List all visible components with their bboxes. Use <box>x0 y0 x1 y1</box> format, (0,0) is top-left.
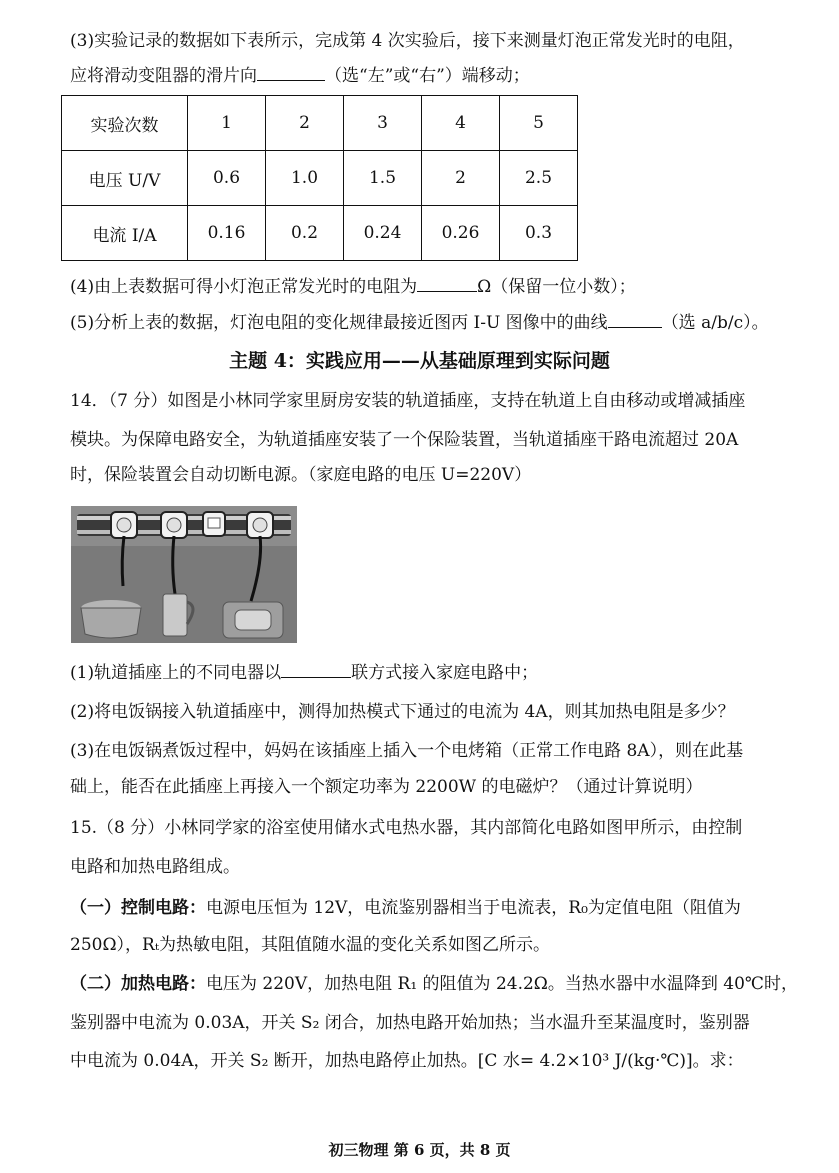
table-cell: 0.26 <box>422 206 500 261</box>
q14-sub1 <box>70 662 538 684</box>
table-cell: 2.5 <box>500 151 578 206</box>
q15-heating-line2: 鉴别器中电流为 0.03A，开关 S₂ 闭合，加热电路开始加热；当水温升至某温度时，鉴别器 <box>70 1013 750 1033</box>
q14-sub3-line1: (3)在电饭锅煮饭过程中，妈妈在该插座上插入一个电烤箱（正常工作电路 8A），则在此基 <box>70 741 744 761</box>
table-cell: 1.5 <box>344 151 422 206</box>
table-cell: 0.3 <box>500 206 578 261</box>
experiment-data-table <box>61 95 578 261</box>
row-header-current: 电流 I/A <box>62 206 188 261</box>
q15-control-line2: 250Ω），Rₜ为热敏电阻，其阻值随水温的变化关系如图乙所示。 <box>70 935 551 955</box>
table-cell: 0.6 <box>188 151 266 206</box>
q14-line2: 模块。为保障电路安全，为轨道插座安装了一个保险装置，当轨道插座干路电流超过 20A <box>70 430 739 450</box>
row-header-trial: 实验次数 <box>62 96 188 151</box>
q13-part3-text-b: （选“左”或“右”）端移动； <box>325 66 530 86</box>
q13-part5 <box>70 312 769 334</box>
table-cell: 2 <box>266 96 344 151</box>
q14-line3: 时，保险装置会自动切断电源。（家庭电路的电压 U=220V） <box>70 465 532 485</box>
q13-part3-line1: (3)实验记录的数据如下表所示，完成第 4 次实验后，接下来测量灯泡正常发光时的电阻， <box>70 31 745 51</box>
q15-control-line1 <box>70 897 741 919</box>
q15-line1: 15.（8 分）小林同学家的浴室使用储水式电热水器，其内部简化电路如图甲所示，由控制 <box>70 818 743 838</box>
table-cell: 0.24 <box>344 206 422 261</box>
q14-sub3-line2: 础上，能否在此插座上再接入一个额定功率为 2200W 的电磁炉？（通过计算说明） <box>70 777 703 797</box>
table-row <box>62 96 578 151</box>
table-cell: 0.2 <box>266 206 344 261</box>
answer-blank[interactable] <box>417 277 477 292</box>
answer-blank[interactable] <box>257 66 325 81</box>
table-cell: 1.0 <box>266 151 344 206</box>
table-cell: 5 <box>500 96 578 151</box>
heating-circuit-text: 电压为 220V，加热电阻 R₁ 的阻值为 24.2Ω。当热水器中水温降到 40℃时， <box>206 974 798 994</box>
track-socket-illustration <box>71 506 297 643</box>
theme-heading: 主题 4：实践应用——从基础原理到实际问题 <box>229 350 610 372</box>
page-footer: 初三物理 第 6 页，共 8 页 <box>328 1141 511 1159</box>
control-circuit-label: （一）控制电路： <box>70 898 206 918</box>
table-cell: 2 <box>422 151 500 206</box>
table-cell: 0.16 <box>188 206 266 261</box>
q13-part5-text-a: (5)分析上表的数据，灯泡电阻的变化规律最接近图丙 I-U 图像中的曲线 <box>70 313 608 333</box>
table-row <box>62 206 578 261</box>
q13-part3-text-a: 应将滑动变阻器的滑片向 <box>70 66 257 86</box>
q15-heating-line1 <box>70 973 798 995</box>
q14-sub2: (2)将电饭锅接入轨道插座中，测得加热模式下通过的电流为 4A，则其加热电阻是多少？ <box>70 702 735 722</box>
table-row <box>62 151 578 206</box>
q13-part3-line2 <box>70 65 530 87</box>
answer-blank[interactable] <box>281 663 351 678</box>
q14-sub1-text-a: (1)轨道插座上的不同电器以 <box>70 663 282 683</box>
q13-part4 <box>70 276 636 298</box>
q13-part4-text-a: (4)由上表数据可得小灯泡正常发光时的电阻为 <box>70 277 418 297</box>
q14-sub1-text-b: 联方式接入家庭电路中； <box>351 663 539 683</box>
q15-heating-line3: 中电流为 0.04A，开关 S₂ 断开，加热电路停止加热。[C 水= 4.2×10³ J/(kg·℃)]。求： <box>70 1051 744 1071</box>
table-cell: 3 <box>344 96 422 151</box>
answer-blank[interactable] <box>608 313 662 328</box>
q13-part4-text-b: Ω（保留一位小数）； <box>477 277 636 297</box>
q13-part5-text-b: （选 a/b/c）。 <box>661 313 769 333</box>
control-circuit-text: 电源电压恒为 12V，电流鉴别器相当于电流表，R₀为定值电阻（阻值为 <box>206 898 741 918</box>
heating-circuit-label: （二）加热电路： <box>70 974 206 994</box>
q14-line1: 14．（7 分）如图是小林同学家里厨房安装的轨道插座，支持在轨道上自由移动或增减插座 <box>70 391 746 411</box>
track-socket-photo <box>71 506 297 643</box>
q15-line2: 电路和加热电路组成。 <box>70 857 240 877</box>
table-cell: 1 <box>188 96 266 151</box>
table-cell: 4 <box>422 96 500 151</box>
row-header-voltage: 电压 U/V <box>62 151 188 206</box>
